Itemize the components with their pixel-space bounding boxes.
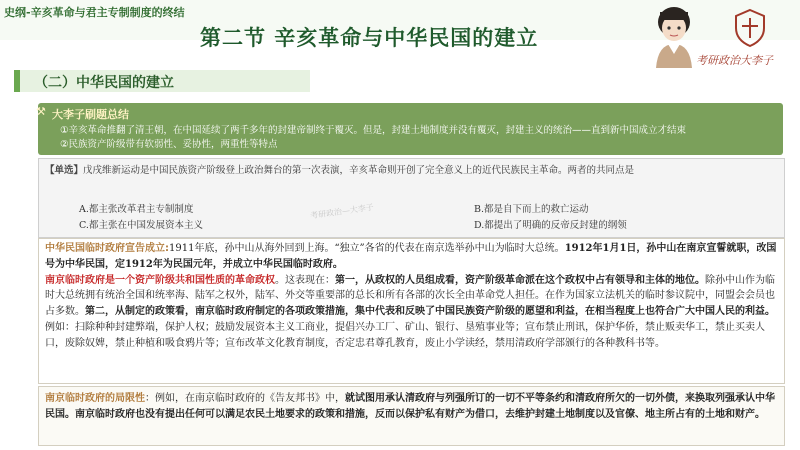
question-tag: 【单选】 [45, 165, 84, 176]
main-para-4: 例如：扫除种种封建弊端，保护人权；鼓励发展资本主义工商业，提倡兴办工厂、矿山、银行、垦殖事业等；宣布禁止刑讯，保护华侨，禁止贩卖华工，禁止买卖人口，废除奴婢，禁止种植和吸食鸦片等；宣布改革文化教育制度，否定忠君尊孔教育，废止小学读经，禁用清政府学部颁行的各种教科书等。 [45, 321, 765, 349]
main-para-3: 除孙中山作为临时大总统拥有统治全国和统率海、陆军之权外，陆军、外交等重要部的总长和所有各部的次长全由革命党人担任。在作为国家立法机关的临时参议院中，同盟会会员也占多数。 [45, 274, 775, 318]
limitations-box [38, 386, 785, 446]
page-title: 第二节 辛亥革命与中华民国的建立 [200, 25, 539, 50]
option-a[interactable]: A.都主张改革君主专制制度 [79, 204, 194, 215]
section-heading [14, 70, 314, 92]
main-para-1a: 1911年底，孙中山从海外回到上海。“独立”各省的代表在南京选举孙中山为临时大总统。 [169, 243, 565, 254]
main-point-1: 第一，从政权的人员组成看，资产阶级革命派在这个政权中占有领导和主体的地位。 [335, 274, 705, 286]
option-b[interactable]: B.都是自下而上的救亡运动 [474, 204, 589, 215]
breadcrumb: 史纲-辛亥革命与君主专制制度的终结 [4, 6, 185, 19]
main-point-2: 第二，从制定的政策看，南京临时政府制定的各项政策措施，集中代表和反映了中国民族资产阶级的愿望和利益，在相当程度上也符合广大中国人民的利益。 [85, 306, 775, 318]
main-subheading: 中华民国临时政府宣告成立: [45, 243, 169, 254]
main-content-box [38, 238, 785, 384]
limitations-content [45, 391, 781, 423]
avatar-icon [648, 2, 700, 68]
main-para-1b: 1912年1月1日，孙中山在南京宣誓就职，改国号为中华民国，定1912年为民国元年，并成立中华民国临时政府。 [45, 243, 777, 270]
main-highlight: 南京临时政府是一个资产阶级共和国性质的革命政权 [45, 274, 275, 286]
brand-logo-icon [730, 6, 770, 48]
question-text: 戊戌维新运动是中国民族资产阶级登上政治舞台的第一次表演，辛亥革命则开创了完全意义上的近代民族民主革命。两者的共同点是 [83, 165, 635, 176]
brand-name: 考研政治大李子 [696, 54, 773, 67]
summary-box [38, 103, 783, 155]
section-heading-text: （二）中华民国的建立 [34, 75, 174, 91]
limitations-para-1: ：例如，在南京临时政府的《告友邦书》中， [145, 393, 345, 404]
main-para-2: 。这表现在： [275, 274, 335, 286]
option-c[interactable]: C.都主张在中国发展资本主义 [79, 220, 203, 231]
question-stem [45, 163, 780, 178]
question-box [38, 158, 785, 238]
summary-line-2: ②民族资产阶级带有软弱性、妥协性，两重性等特点 [60, 139, 278, 150]
summary-heading: 大李子刷题总结 [52, 108, 129, 121]
option-d[interactable]: D.都提出了明确的反帝反封建的纲领 [474, 220, 627, 231]
watermark: 考研政治—大李子 [309, 202, 375, 221]
limitations-point: 就试图用承认清政府与列强所订的一切不平等条约和清政府所欠的一切外债，来换取列强承认中华民国。南京临时政府也没有提出任何可以满足农民土地要求的政策和措施，反而以保护私有财产为借口，去维护封建土地制度以及官僚、地主所占有的土地和财产。 [45, 393, 775, 420]
gavel-icon: ⚒ [36, 105, 46, 118]
main-content [45, 241, 781, 352]
summary-line-1: ①辛亥革命推翻了清王朝，在中国延续了两千多年的封建帝制终于覆灭。但是，封建土地制度并没有覆灭，封建主义的统治——直到新中国成立才结束 [60, 125, 687, 136]
limitations-heading: 南京临时政府的局限性 [45, 393, 145, 404]
